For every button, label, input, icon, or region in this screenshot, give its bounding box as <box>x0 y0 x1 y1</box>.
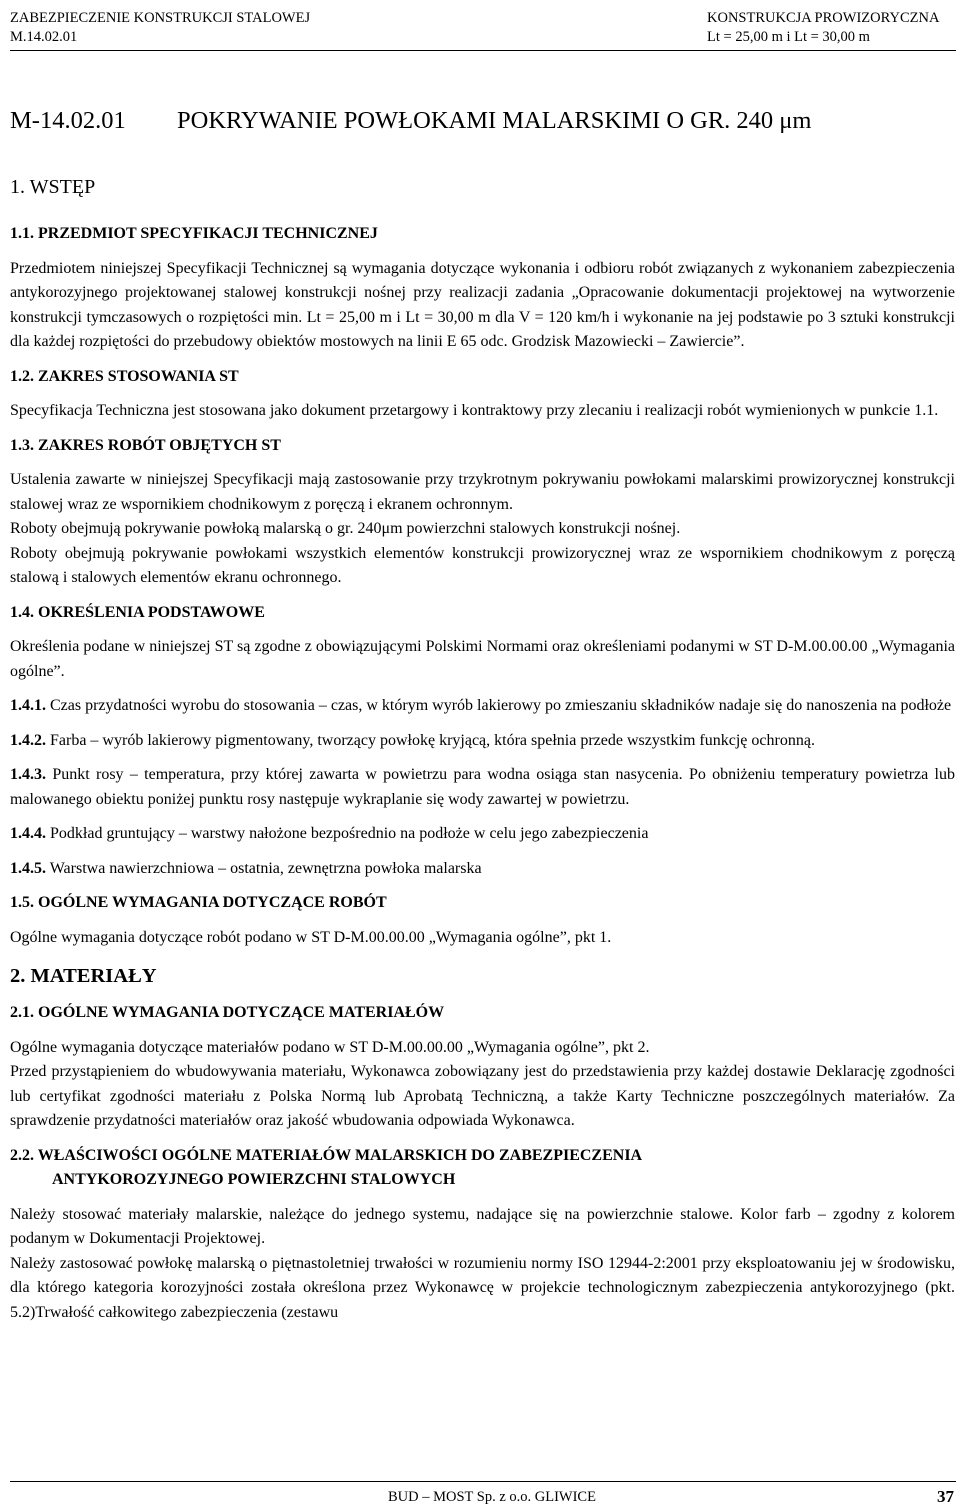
header-left-line1: ZABEZPIECZENIE KONSTRUKCJI STALOWEJ <box>10 10 311 26</box>
page-number: 37 <box>937 1487 954 1506</box>
section-2-1-heading: 2.1. OGÓLNE WYMAGANIA DOTYCZĄCE MATERIAŁÓW <box>10 1004 445 1021</box>
section-1-heading: 1. WSTĘP <box>10 176 96 198</box>
section-1-5-text: Ogólne wymagania dotyczące robót podano w ST D-M.00.00.00 „Wymagania ogólne”, pkt 1. <box>10 928 612 946</box>
section-1-4-intro: Określenia podane w niniejszej ST są zgodne z obowiązującymi Polskimi Normami oraz określeniami podanymi w ST D-M.00.00.00 „Wymagania ogólne”. <box>10 638 955 680</box>
section-2-2-paragraph-2: Należy zastosować powłokę malarską o piętnastoletniej trwałości w rozumieniu normy ISO 12944-2:2001 przy eksploatowaniu jej w środowisku, dla którego kategoria korozyjności została określona przez Wykonawcę w projekcie technologicznym zabezpieczenia antykorozyjnego (pkt. 5.2)Trwałość całkowitego zabezpieczenia (zestawu <box>10 1254 955 1321</box>
document-title-text: POKRYWANIE POWŁOKAMI MALARSKIMI O GR. 240 μm <box>177 107 812 134</box>
section-1-5-heading: 1.5. OGÓLNE WYMAGANIA DOTYCZĄCE ROBÓT <box>10 894 387 911</box>
header-right-line2: Lt = 25,00 m i Lt = 30,00 m <box>707 29 870 45</box>
section-1-3-paragraph-2: Roboty obejmują pokrywanie powłoką malarską o gr. 240μm powierzchni stalowych konstrukcji nośnej. <box>10 520 681 537</box>
header-right-line1: KONSTRUKCJA PROWIZORYCZNA <box>707 10 940 26</box>
section-1-3-paragraph-1: Ustalenia zawarte w niniejszej Specyfikacji mają zastosowanie przy trzykrotnym pokrywaniu powłokami malarskimi prowizorycznej konstrukcji stalowej wraz ze wspornikiem chodnikowym z poręczą i ekranem ochronnym. <box>10 471 955 513</box>
section-1-2-text: Specyfikacja Techniczna jest stosowana jako dokument przetargowy i kontraktowy przy zlecaniu i realizacji robót wymienionych w punkcie 1.1. <box>10 402 939 419</box>
section-1-1-heading: 1.1. PRZEDMIOT SPECYFIKACJI TECHNICZNEJ <box>10 225 378 242</box>
section-2-1-paragraph-1: Ogólne wymagania dotyczące materiałów podano w ST D-M.00.00.00 „Wymagania ogólne”, pkt 2. <box>10 1038 650 1056</box>
section-2-1-paragraph-2: Przed przystąpieniem do wbudowywania materiału, Wykonawca zobowiązany jest do przedstawienia przy każdej dostawie Deklarację zgodności lub certyfikat zgodności materiału z Polska Normą lub Aprobatą Techniczną, a także Karty Techniczne poszczególnych materiałów. Za sprawdzenie przydatności materiałów oraz jakość wbudowania odpowiada Wykonawca. <box>10 1063 955 1129</box>
definition-1-4-5: 1.4.5. Warstwa nawierzchniowa – ostatnia, zewnętrzna powłoka malarska <box>10 859 482 877</box>
footer-divider <box>10 1481 956 1482</box>
document-code: M-14.02.01 <box>10 107 126 134</box>
section-2-2-paragraph-1: Należy stosować materiały malarskie, należące do jednego systemu, nadające się na powierzchnie stalowe. Kolor farb – zgodny z kolorem podanym w Dokumentacji Projektowej. <box>10 1205 955 1247</box>
section-2-2-heading: 2.2. WŁAŚCIWOŚCI OGÓLNE MATERIAŁÓW MALARSKICH DO ZABEZPIECZENIA <box>10 1146 643 1164</box>
section-1-2-heading: 1.2. ZAKRES STOSOWANIA ST <box>10 367 239 385</box>
section-1-3-paragraph-3: Roboty obejmują pokrywanie powłokami wszystkich elementów konstrukcji prowizorycznej wraz ze wspornikiem chodnikowym z poręczą stalową i stalowych elementów ekranu ochronnego. <box>10 544 955 586</box>
section-2-2-heading-line2: ANTYKOROZYJNEGO POWIERZCHNI STALOWYCH <box>52 1171 456 1188</box>
header-left-line2: M.14.02.01 <box>10 29 78 45</box>
footer-company: BUD – MOST Sp. z o.o. GLIWICE <box>388 1489 596 1505</box>
document-body <box>10 222 955 1325</box>
header-divider <box>10 50 956 51</box>
definition-1-4-4: 1.4.4. Podkład gruntujący – warstwy nałożone bezpośrednio na podłoże w celu jego zabezpieczenia <box>10 825 649 842</box>
section-1-3-heading: 1.3. ZAKRES ROBÓT OBJĘTYCH ST <box>10 436 281 454</box>
definition-1-4-1: 1.4.1. Czas przydatności wyrobu do stosowania – czas, w którym wyrób lakierowy po zmieszaniu składników nadaje się do nanoszenia na podłoże <box>10 697 952 714</box>
document-title <box>10 106 812 136</box>
section-2-heading: 2. MATERIAŁY <box>10 965 157 987</box>
definition-1-4-3: 1.4.3. Punkt rosy – temperatura, przy której zawarta w powietrzu para wodna osiąga stan nasycenia. Po obniżeniu temperatury powietrza lub malowanego obiektu poniżej punktu rosy następuje wykraplanie się wody zawartej w powietrzu. <box>10 766 956 808</box>
section-1-4-heading: 1.4. OKREŚLENIA PODSTAWOWE <box>10 603 265 621</box>
section-1-1-text: Przedmiotem niniejszej Specyfikacji Technicznej są wymagania dotyczące wykonania i odbioru robót związanych z wykonaniem zabezpieczenia antykorozyjnego projektowanej stalowej konstrukcji nośnej przy realizacji zadania „Opracowanie dokumentacji projektowej na wytworzenie konstrukcji tymczasowych o rozpiętości min. Lt = 25,00 m i Lt = 30,00 m dla V = 120 km/h i wykonanie na jej podstawie po 3 sztuki konstrukcji dla każdej rozpiętości do przebudowy obiektów mostowych na linii E 65 odc. Grodzisk Mazowiecki – Zawiercie”. <box>10 259 955 350</box>
definition-1-4-2: 1.4.2. Farba – wyrób lakierowy pigmentowany, tworzący powłokę kryjącą, która spełnia przede wszystkim funkcję ochronną. <box>10 731 815 749</box>
